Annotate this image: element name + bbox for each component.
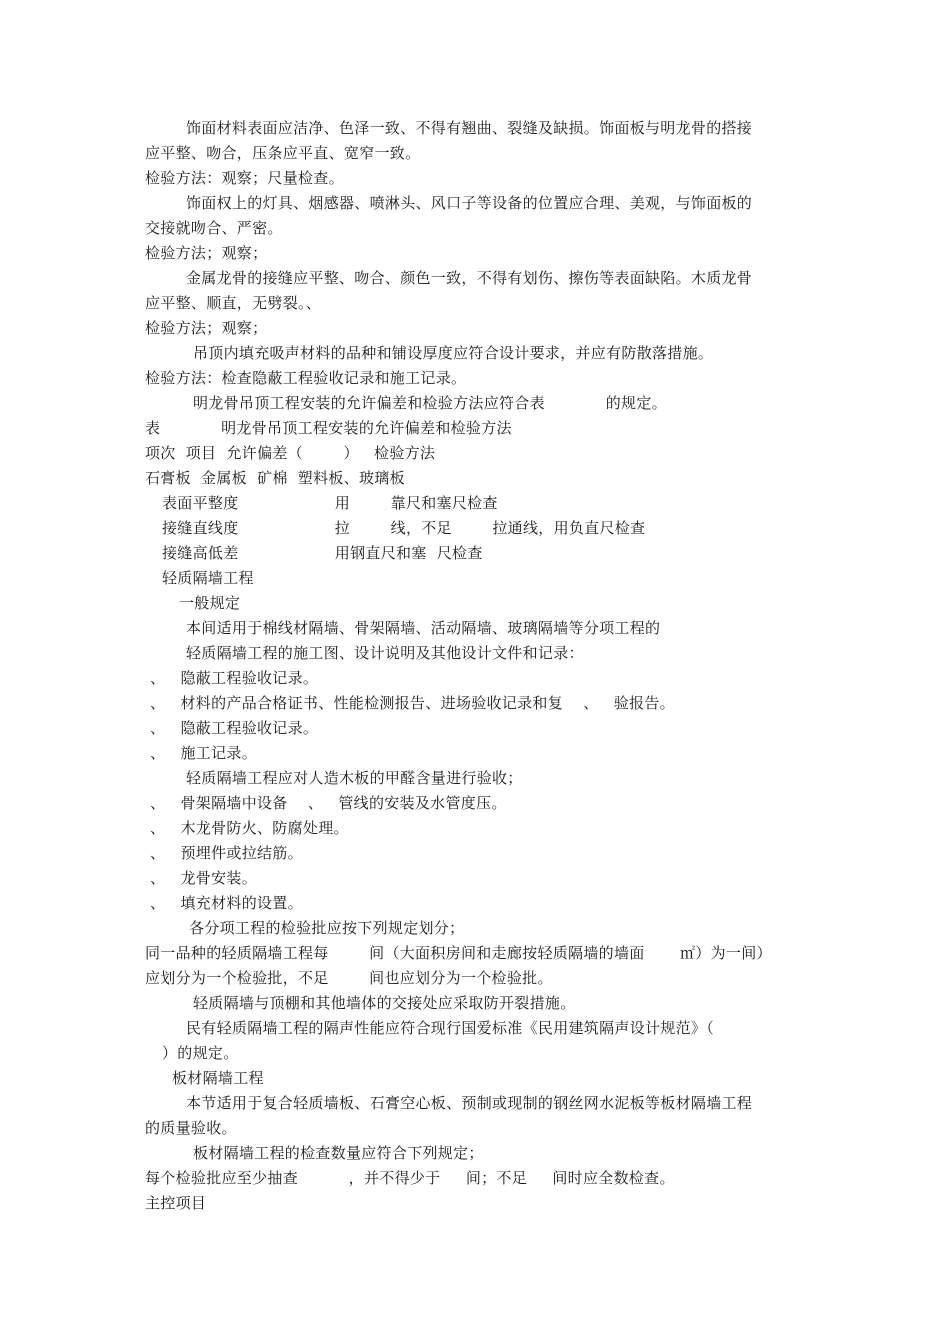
- text-line: 民有轻质隔墙工程的隔声性能应符合现行国爱标准《民用建筑隔声设计规范》（: [186, 1019, 715, 1037]
- table-row: 表面平整度 用 靠尺和塞尺检查: [162, 494, 498, 512]
- text-line: 应划分为一个检验批，不足 间也应划分为一个检验批。: [145, 969, 553, 987]
- list-item: 、 骨架隔墙中设备 、 管线的安装及水管度压。: [150, 794, 507, 812]
- table-row: 接缝直线度 拉 线，不足 拉通线，用负直尺检查: [162, 519, 646, 537]
- text-line: 板材隔墙工程的检查数量应符合下列规定；: [193, 1144, 484, 1162]
- text-line: ）的规定。: [162, 1044, 239, 1062]
- text-line: 饰面权上的灯具、烟感器、喷淋头、风口子等设备的位置应合理、美观，与饰面板的: [186, 194, 753, 212]
- text-line: 检验方法：观察；尺量检查。: [145, 169, 344, 187]
- table-row: 接缝高低差 用钢直尺和塞 尺检查: [162, 544, 483, 562]
- text-line: 轻质隔墙与顶棚和其他墙体的交接处应采取防开裂措施。: [193, 994, 576, 1012]
- text-line: 轻质隔墙工程应对人造木板的甲醛含量进行验收；: [186, 769, 523, 787]
- list-item: 、 填充材料的设置。: [150, 894, 303, 912]
- text-line: 明龙骨吊顶工程安装的允许偏差和检验方法应符合表 的规定。: [193, 394, 667, 412]
- list-item: 、 隐蔽工程验收记录。: [150, 669, 319, 687]
- list-item: 、 施工记录。: [150, 744, 258, 762]
- text-line: 检验方法；观察；: [145, 244, 268, 262]
- list-item: 、 龙骨安装。: [150, 869, 258, 887]
- text-line: 应平整、吻合，压条应平直、宽窄一致。: [145, 144, 421, 162]
- table-subheader: 石膏板 金属板 矿棉 塑料板、玻璃板: [145, 469, 405, 487]
- subsection-heading: 一般规定: [179, 594, 241, 612]
- text-line: 金属龙骨的接缝应平整、吻合、颜色一致，不得有划伤、擦伤等表面缺陷。木质龙骨: [186, 269, 753, 287]
- list-item: 、 材料的产品合格证书、性能检测报告、进场验收记录和复 、 验报告。: [150, 694, 675, 712]
- text-line: 轻质隔墙工程的施工图、设计说明及其他设计文件和记录：: [186, 644, 584, 662]
- section-heading: 板材隔墙工程: [172, 1069, 264, 1087]
- text-line: 检验方法：检查隐蔽工程验收记录和施工记录。: [145, 369, 467, 387]
- section-heading: 主控项目: [145, 1194, 207, 1212]
- table-caption: 表 明龙骨吊顶工程安装的允许偏差和检验方法: [145, 419, 512, 437]
- table-header: 项次 项目 允许偏差（ ） 检验方法: [145, 444, 436, 462]
- text-line: 本节适用于复合轻质墙板、石膏空心板、预制或现制的钢丝网水泥板等板材隔墙工程: [186, 1094, 753, 1112]
- text-line: 饰面材料表面应洁净、色泽一致、不得有翘曲、裂缝及缺损。饰面板与明龙骨的搭接: [186, 119, 753, 137]
- text-line: 本间适用于棉线材隔墙、骨架隔墙、活动隔墙、玻璃隔墙等分项工程的: [186, 619, 661, 637]
- list-item: 、 预埋件或拉结筋。: [150, 844, 303, 862]
- text-line: 每个检验批应至少抽查 ，并不得少于 间；不足 间时应全数检查。: [145, 1169, 675, 1187]
- text-line: 交接就吻合、严密。: [145, 219, 283, 237]
- list-item: 、 隐蔽工程验收记录。: [150, 719, 319, 737]
- list-item: 、 木龙骨防火、防腐处理。: [150, 819, 349, 837]
- text-line: 同一品种的轻质隔墙工程每 间（大面积房间和走廊按轻质隔墙的墙面 ㎡）为一间）: [145, 944, 772, 962]
- text-line: 吊顶内填充吸声材料的品种和铺设厚度应符合设计要求，并应有防散落措施。: [193, 344, 714, 362]
- text-line: 应平整、顺直，无劈裂。、: [145, 294, 322, 312]
- section-heading: 轻质隔墙工程: [162, 569, 254, 587]
- text-line: 检验方法；观察；: [145, 319, 268, 337]
- text-line: 各分项工程的检验批应按下列规定划分；: [189, 919, 465, 937]
- text-line: 的质量验收。: [145, 1119, 237, 1137]
